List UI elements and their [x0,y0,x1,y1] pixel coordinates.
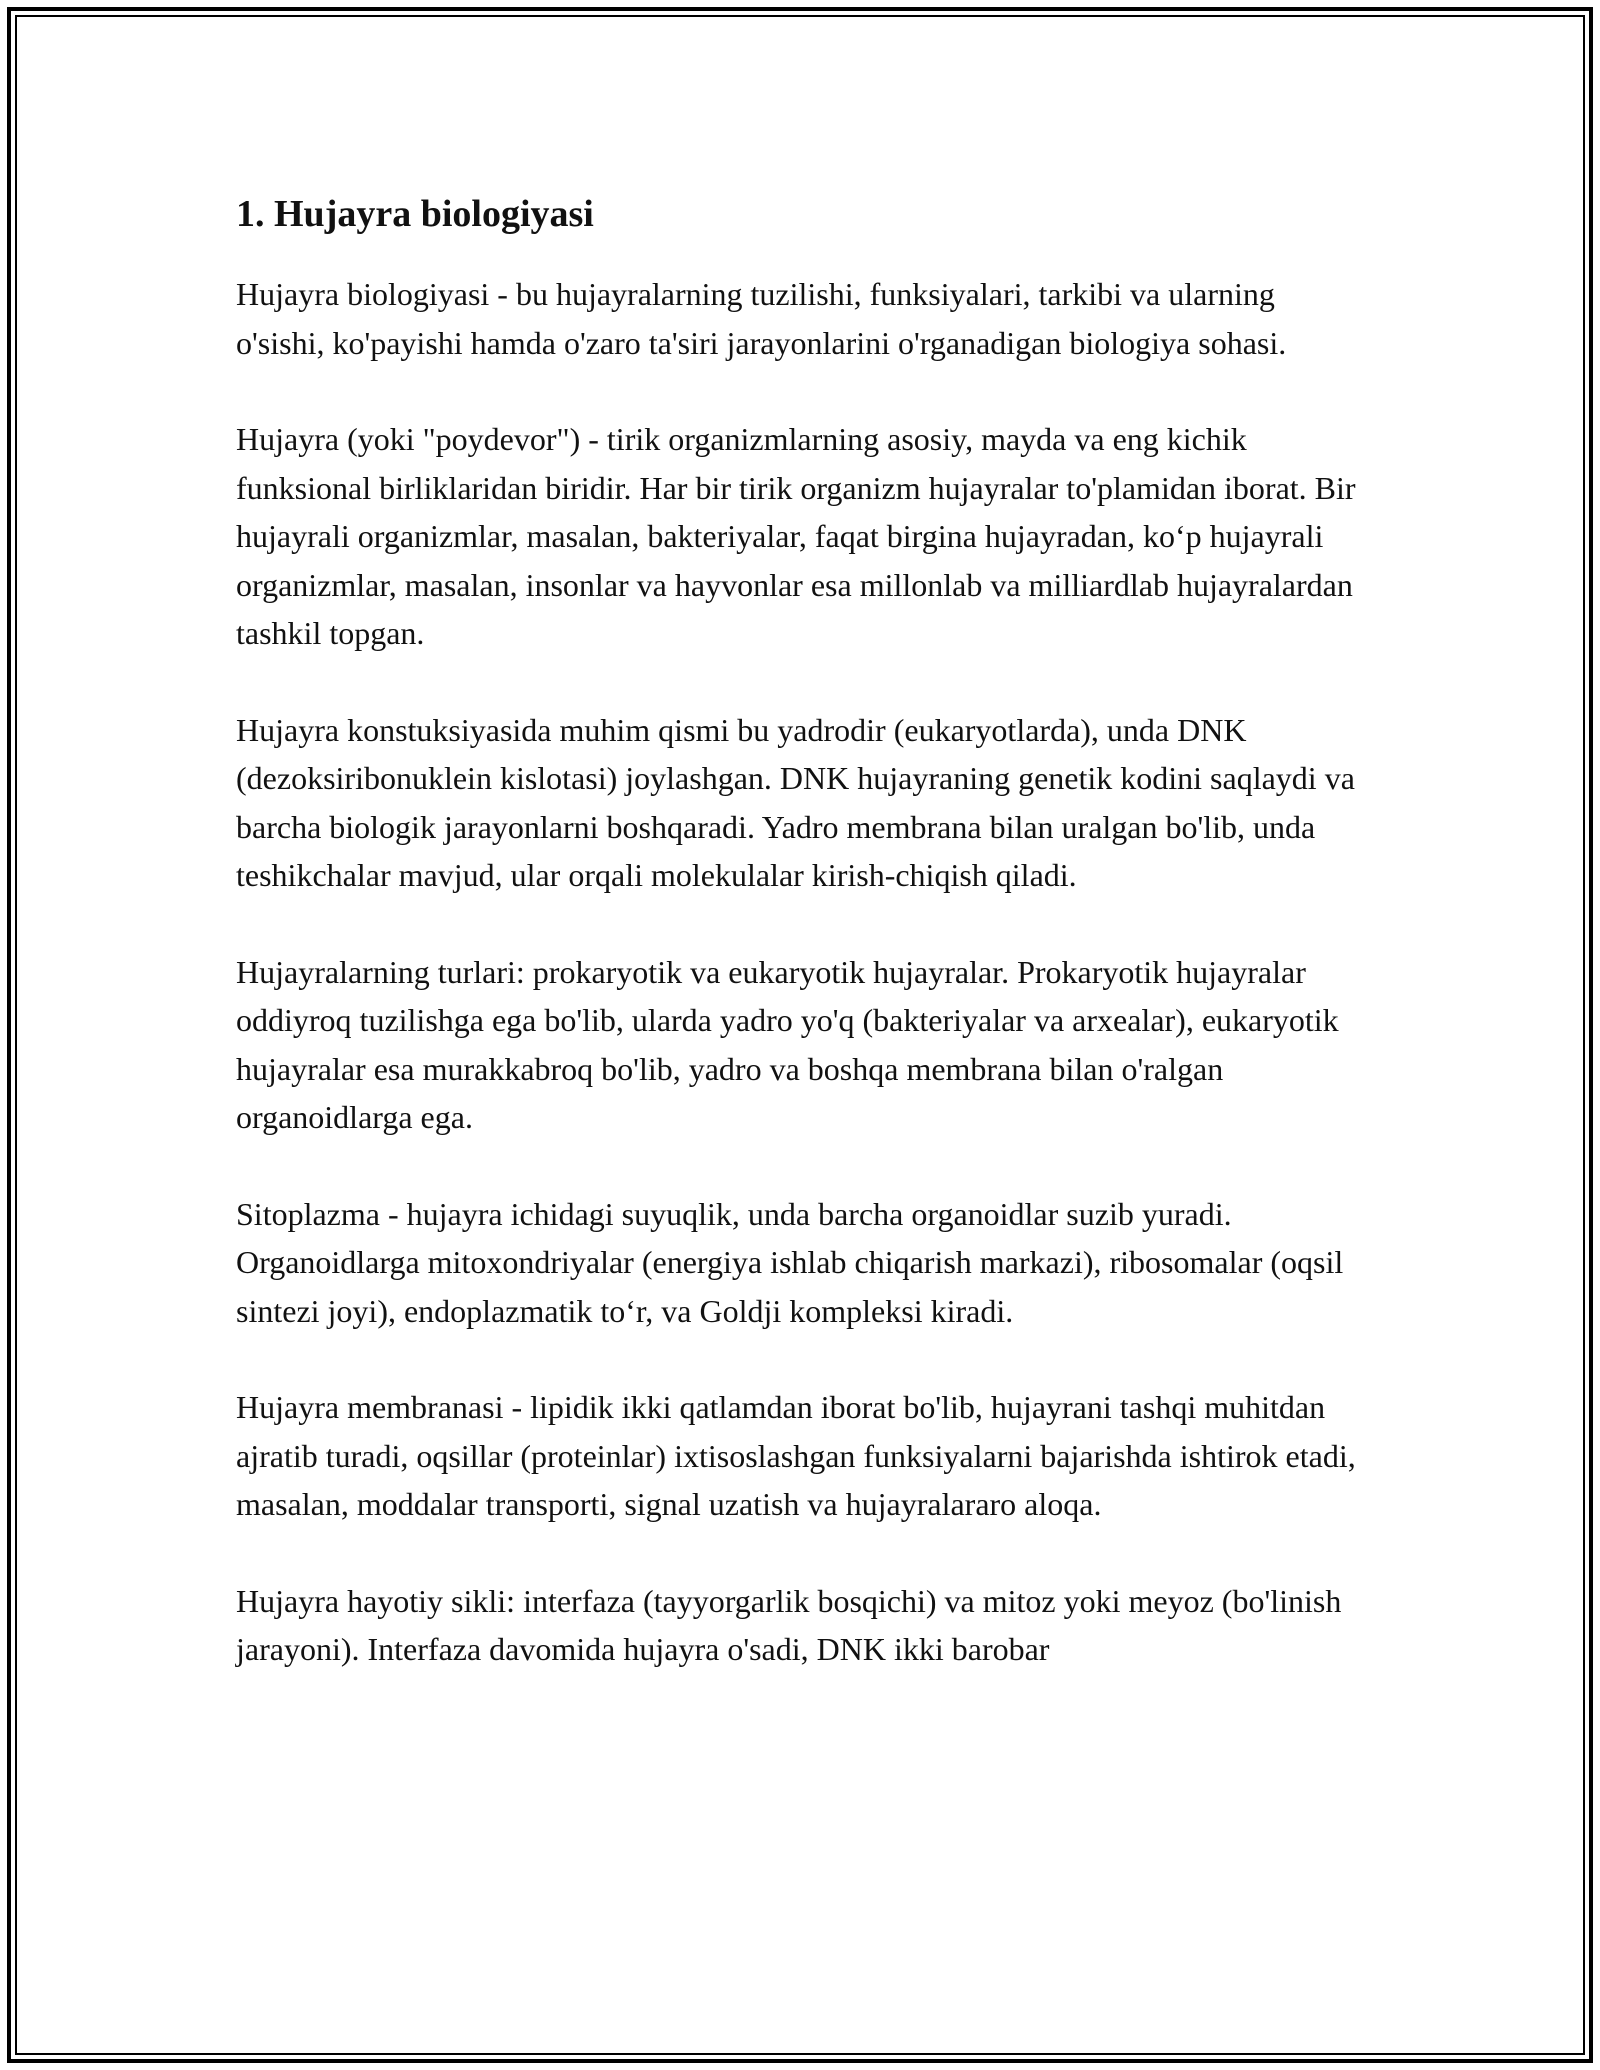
paragraph-nucleus: Hujayra konstuksiyasida muhim qismi bu yadrodir (eukaryotlarda), unda DNK (dezoksiribonuklein kislotasi) joylashgan. DNK hujayraning genetik kodini saqlaydi va barcha biologik jarayonlarni boshqaradi. Yadro membrana bilan uralgan bo'lib, unda teshikchalar mavjud, ular orqali molekulalar kirish-chiqish qiladi. [236,711,1355,893]
document-title: 1. Hujayra biologiyasi [236,193,594,235]
paragraph-cell-unit: Hujayra (yoki "poydevor") - tirik organizmlarning asosiy, mayda va eng kichik funksional birliklaridan biridir. Har bir tirik organizm hujayralar to'plamidan iborat. Bir hujayrali organizmlar, masalan, bakteriyalar, faqat birgina hujayradan, ko‘p hujayrali organizmlar, masalan, insonlar va hayvonlar esa millonlab va milliardlab hujayralardan tashkil topgan. [236,421,1356,651]
paragraph-definition: Hujayra biologiyasi - bu hujayralarning tuzilishi, funksiyalari, tarkibi va ularning o'sishi, ko'payishi hamda o'zaro ta'siri jarayonlarini o'rganadigan biologiya sohasi. [236,276,1287,361]
paragraph-cell-types: Hujayralarning turlari: prokaryotik va eukaryotik hujayralar. Prokaryotik hujayralar oddiyroq tuzilishga ega bo'lib, ularda yadro yo'q (bakteriyalar va arxealar), eukaryotik hujayralar esa murakkabroq bo'lib, yadro va boshqa membrana bilan o'ralgan organoidlarga ega. [236,953,1339,1135]
paragraph-life-cycle: Hujayra hayotiy sikli: interfaza (tayyorgarlik bosqichi) va mitoz yoki meyoz (bo'linish jarayoni). Interfaza davomida hujayra o'sadi, DNK ikki barobar [236,1582,1342,1667]
document-body [236,186,1366,1722]
paragraph-membrane: Hujayra membranasi - lipidik ikki qatlamdan iborat bo'lib, hujayrani tashqi muhitdan ajratib turadi, oqsillar (proteinlar) ixtisoslashgan funksiyalarni bajarishda ishtirok etadi, masalan, moddalar transporti, signal uzatish va hujayralararo aloqa. [236,1389,1356,1522]
paragraph-cytoplasm: Sitoplazma - hujayra ichidagi suyuqlik, unda barcha organoidlar suzib yuradi. Organoidlarga mitoxondriyalar (energiya ishlab chiqarish markazi), ribosomalar (oqsil sintezi joyi), endoplazmatik to‘r, va Goldji kompleksi kiradi. [236,1195,1344,1329]
